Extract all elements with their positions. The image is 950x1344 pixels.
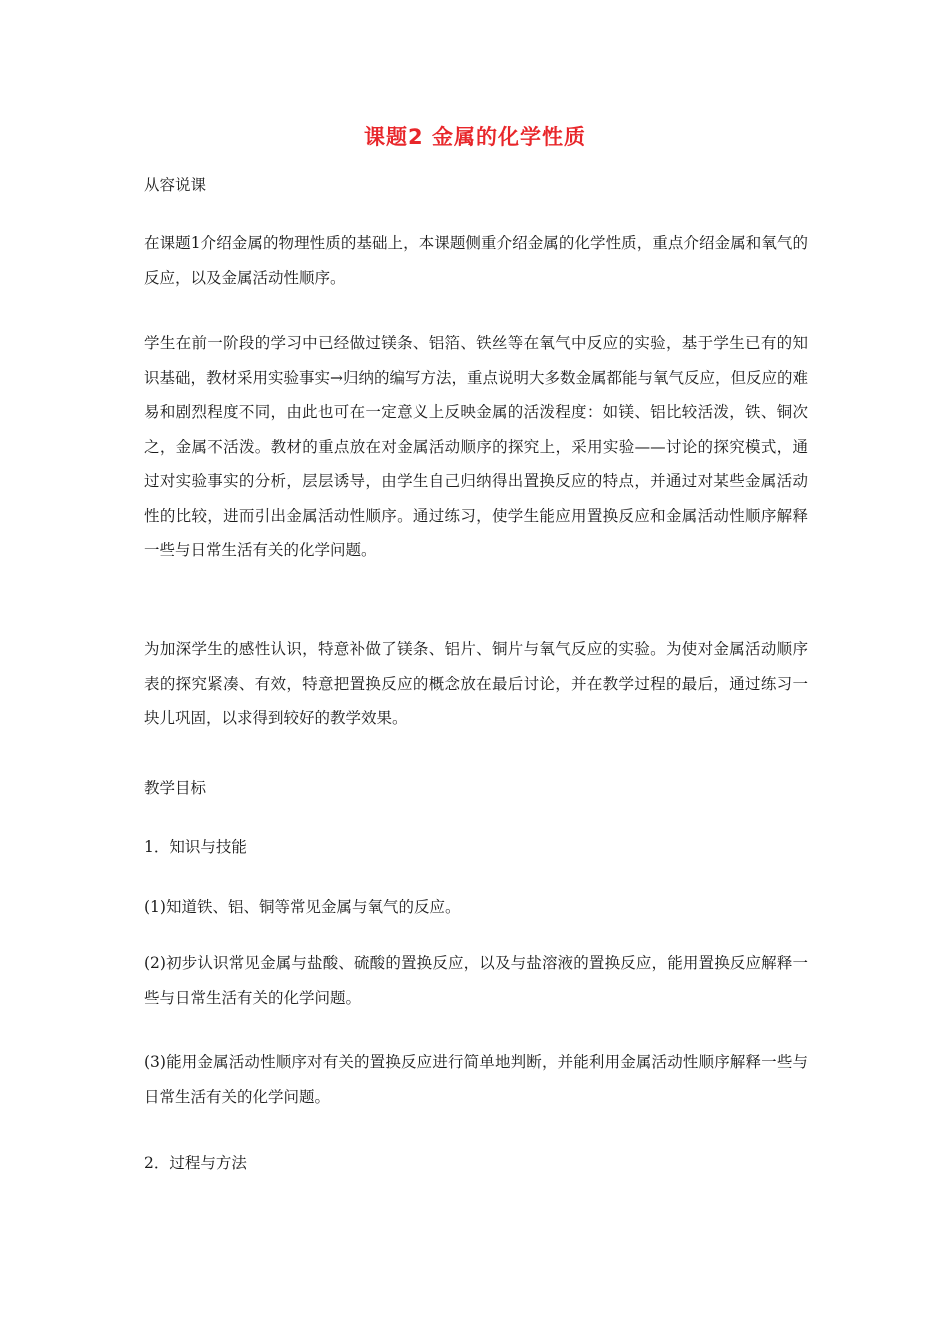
goal-heading-process: 2．过程与方法 [144,1154,247,1172]
paragraph: 为加深学生的感性认识，特意补做了镁条、铝片、铜片与氧气反应的实验。为使对金属活动顺序表的探究紧凑、有效，特意把置换反应的概念放在最后讨论，并在教学过程的最后，通过练习一块儿巩固，以求得到较好的教学效果。 [144,640,808,727]
goal-list-item: (3)能用金属活动性顺序对有关的置换反应进行简单地判断，并能利用金属活动性顺序解释一些与日常生活有关的化学问题。 [144,1053,808,1106]
goal-list-item: (1)知道铁、铝、铜等常见金属与氧气的反应。 [144,898,461,916]
paragraph: 在课题1介绍金属的物理性质的基础上，本课题侧重介绍金属的化学性质，重点介绍金属和氧气的反应，以及金属活动性顺序。 [144,234,808,287]
goal-heading-knowledge: 1．知识与技能 [144,838,247,856]
document-title: 课题2 金属的化学性质 [364,125,586,149]
section-heading-goals: 教学目标 [144,779,207,797]
section-heading-intro: 从容说课 [144,176,207,194]
paragraph: 学生在前一阶段的学习中已经做过镁条、铝箔、铁丝等在氧气中反应的实验，基于学生已有的知识基础，教材采用实验事实→归纳的编写方法，重点说明大多数金属都能与氧气反应，但反应的难易和剧烈程度不同，由此也可在一定意义上反映金属的活泼程度：如镁、铝比较活泼，铁、铜次之，金属不活泼。教材的重点放在对金属活动顺序的探究上，采用实验——讨论的探究模式，通过对实验事实的分析，层层诱导，由学生自己归纳得出置换反应的特点，并通过对某些金属活动性的比较，进而引出金属活动性顺序。通过练习，使学生能应用置换反应和金属活动性顺序解释一些与日常生活有关的化学问题。 [144,334,808,559]
goal-list-item: (2)初步认识常见金属与盐酸、硫酸的置换反应，以及与盐溶液的置换反应，能用置换反应解释一些与日常生活有关的化学问题。 [144,954,808,1007]
